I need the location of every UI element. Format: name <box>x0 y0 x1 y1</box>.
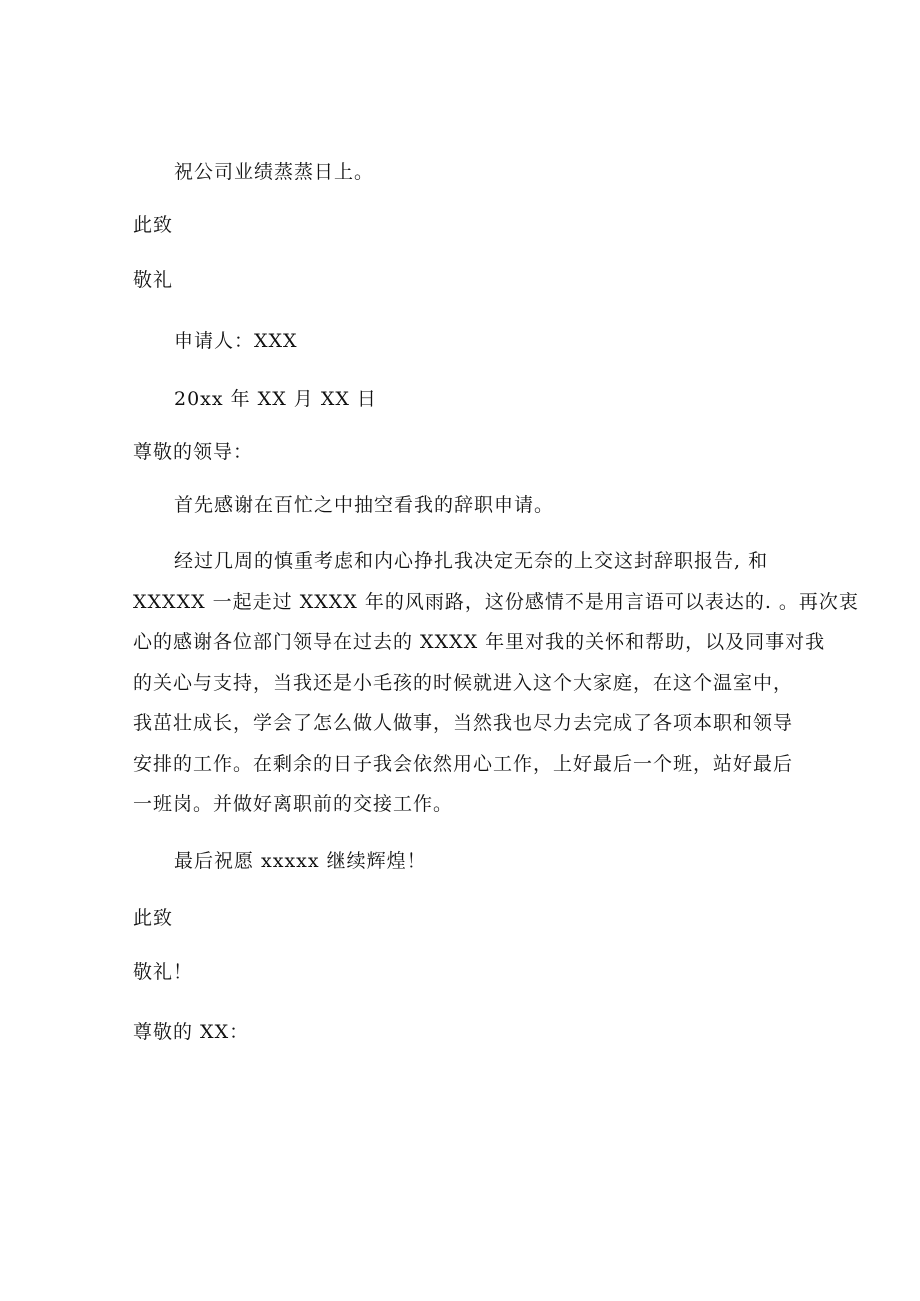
salutation-line: 尊敬的领导： <box>133 441 254 463</box>
closing-line-cizhi: 此致 <box>133 214 174 236</box>
date-line: 20xx 年 XX 月 XX 日 <box>174 388 377 410</box>
body-row: 的关心与支持，当我还是小毛孩的时候就进入这个大家庭，在这个温室中， <box>133 671 794 694</box>
applicant-line: 申请人：XXX <box>174 330 298 352</box>
body-row: 经过几周的慎重考虑和内心挣扎我决定无奈的上交这封辞职报告, 和 <box>174 550 769 572</box>
intro-line: 首先感谢在百忙之中抽空看我的辞职申请。 <box>174 494 555 516</box>
body-paragraph <box>133 541 859 825</box>
wish-line: 祝公司业绩蒸蒸日上。 <box>174 161 375 183</box>
closing-wish-line: 最后祝愿 xxxxx 继续辉煌！ <box>174 850 427 872</box>
next-salutation-line: 尊敬的 XX： <box>133 1021 250 1043</box>
body-row: 心的感谢各位部门领导在过去的 XXXX 年里对我的关怀和帮助，以及同事对我 <box>133 631 826 653</box>
body-row: 我茁壮成长，学会了怎么做人做事，当然我也尽力去完成了各项本职和领导 <box>133 712 794 734</box>
body-row: 安排的工作。在剩余的日子我会依然用心工作，上好最后一个班，站好最后 <box>133 752 794 775</box>
closing-line-cizhi-2: 此致 <box>133 907 174 929</box>
closing-line-jingli-2: 敬礼！ <box>133 961 194 983</box>
closing-line-jingli: 敬礼 <box>133 269 174 291</box>
body-row: XXXXX 一起走过 XXXX 年的风雨路，这份感情不是用言语可以表达的. 。再次衷 <box>133 590 859 613</box>
body-row: 一班岗。并做好离职前的交接工作。 <box>133 793 454 815</box>
